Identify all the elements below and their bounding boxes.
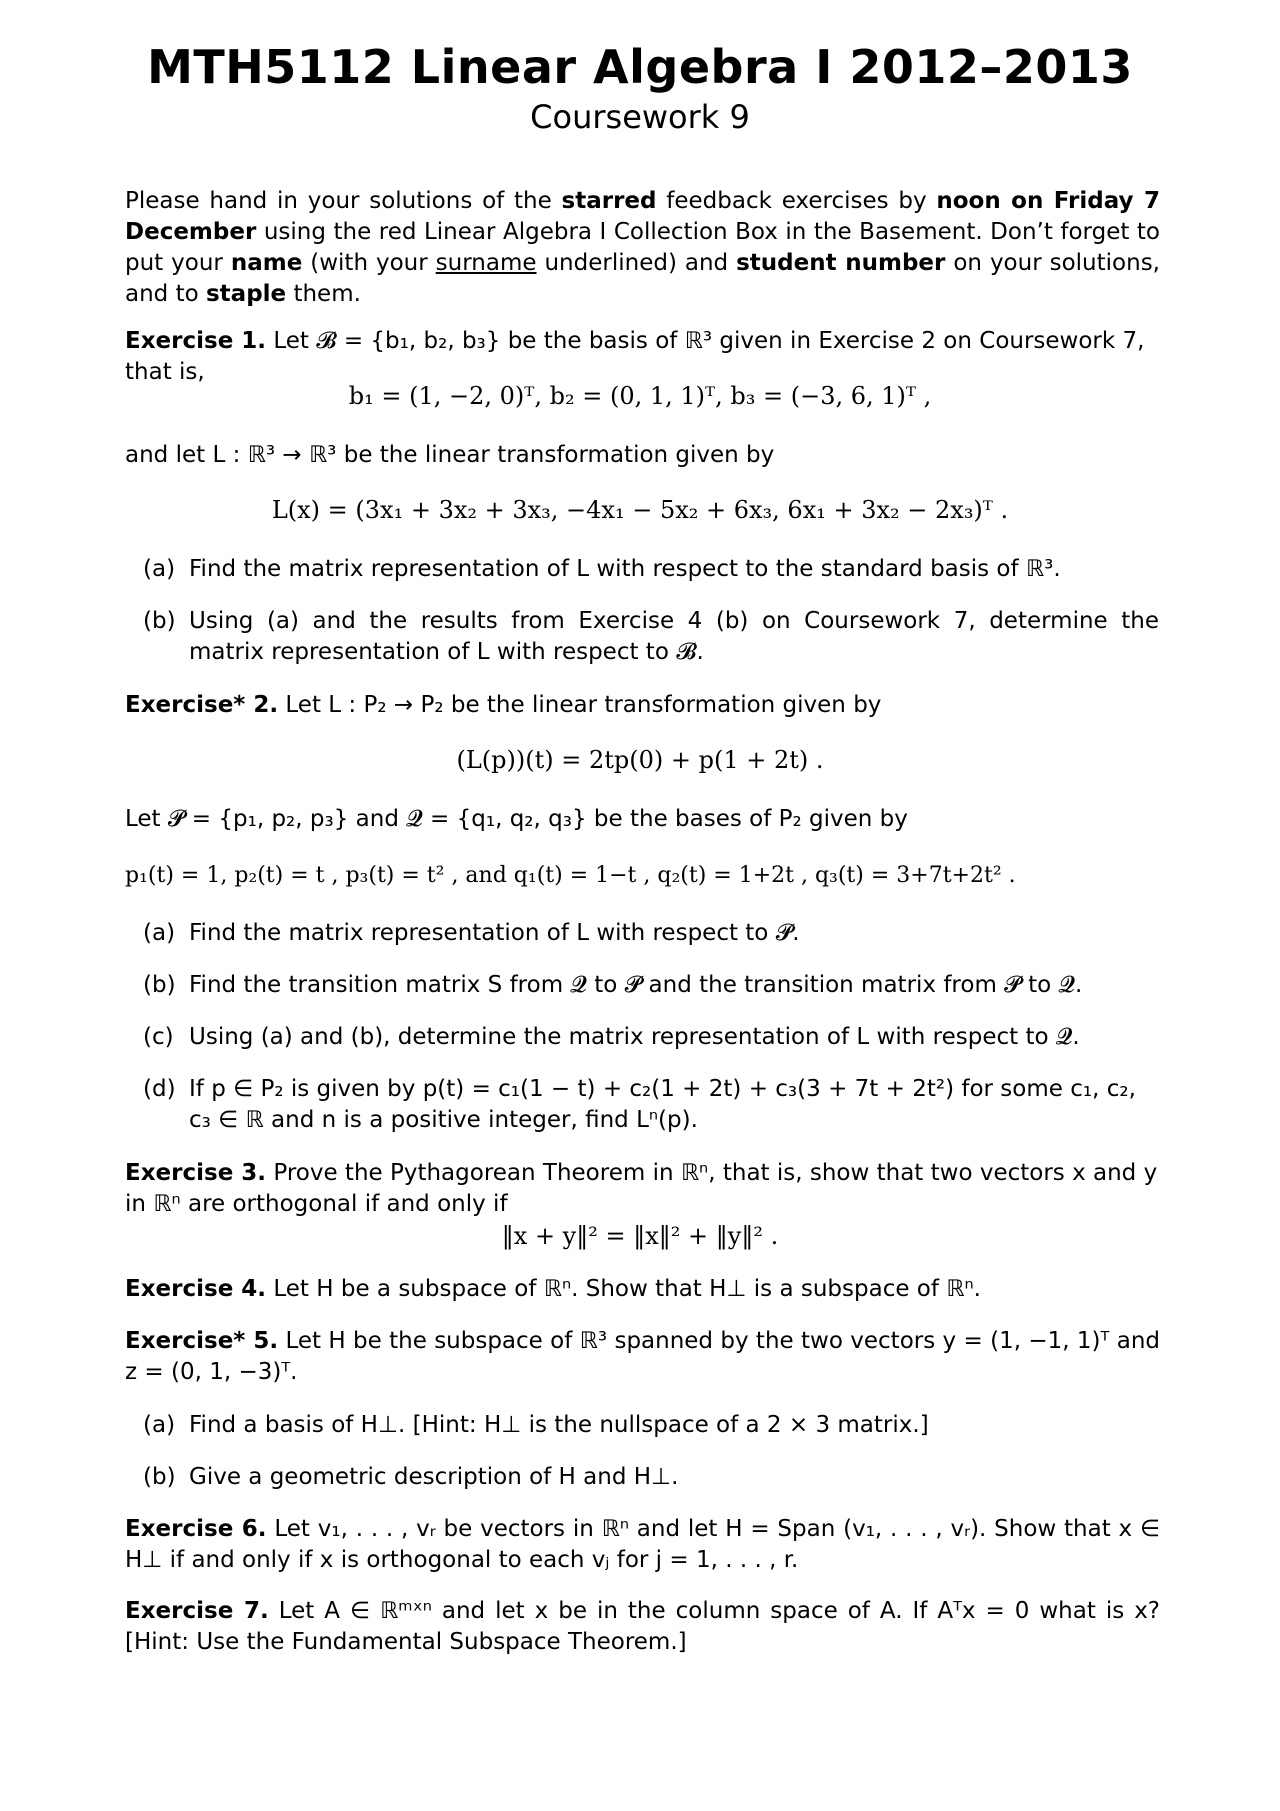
page-subtitle: Coursework 9 [530, 98, 750, 136]
intro-bold-student-number: student number [736, 250, 946, 276]
intro-text-2: feedback exercises by [656, 188, 937, 214]
exercise-4-heading: Exercise 4. [125, 1276, 267, 1302]
exercise-2-text-2: Let 𝓟 = {p₁, p₂, p₃} and 𝓠 = {q₁, q₂, q₃} be the bases of P₂ given by [125, 806, 908, 832]
exercise-4-statement [125, 1274, 1160, 1305]
exercise-1-basis-equation: b₁ = (1, −2, 0)ᵀ, b₂ = (0, 1, 1)ᵀ, b₃ = (−3, 6, 1)ᵀ , [348, 382, 932, 410]
part-label: (a) [143, 556, 176, 582]
intro-text-4: (with your [302, 250, 436, 276]
part-label: (b) [143, 972, 176, 998]
exercise-1-text: Let 𝓑 = {b₁, b₂, b₃} be the basis of ℝ³ given in Exercise 2 on Coursework 7, that is, [125, 328, 1145, 385]
exercise-5-statement [125, 1326, 1160, 1388]
intro-underlined-surname: surname [435, 250, 537, 276]
exercise-7-statement [125, 1596, 1160, 1658]
part-text: Find the matrix representation of L with respect to the standard basis of ℝ³. [189, 556, 1061, 582]
part-text: Find the matrix representation of L with respect to 𝓟. [189, 920, 800, 946]
exercise-5-heading: Exercise* 5. [125, 1328, 279, 1354]
exercise-6-heading: Exercise 6. [125, 1516, 267, 1542]
intro-text-6: on your solutions, and to [125, 250, 1160, 307]
part-label: (a) [143, 920, 176, 946]
exercise-1-text-2: and let L : ℝ³ → ℝ³ be the linear transformation given by [125, 442, 775, 468]
part-text: If p ∈ P₂ is given by p(t) = c₁(1 − t) + c₂(1 + 2t) + c₃(3 + 7t + 2t²) for some c₁, c₂, c₃ ∈ ℝ and n is a positive integer, find Lⁿ(p). [189, 1076, 1136, 1133]
exercise-2-statement [125, 690, 1160, 721]
intro-text-7: them. [286, 281, 361, 307]
exercise-3-pythagoras-equation: ‖x + y‖² = ‖x‖² + ‖y‖² . [501, 1222, 779, 1250]
intro-bold-starred: starred [561, 188, 657, 214]
exercise-6-statement [125, 1514, 1160, 1576]
part-text: Give a geometric description of H and H⊥. [189, 1464, 679, 1490]
exercise-3-text: Prove the Pythagorean Theorem in ℝⁿ, that is, show that two vectors x and y in ℝⁿ are orthogonal if and only if [125, 1160, 1158, 1217]
exercise-1-transform-equation: L(x) = (3x₁ + 3x₂ + 3x₃, −4x₁ − 5x₂ + 6x₃, 6x₁ + 3x₂ − 2x₃)ᵀ . [271, 496, 1009, 524]
intro-text-5: underlined) and [536, 250, 737, 276]
exercise-2-heading: Exercise* 2. [125, 692, 279, 718]
exercise-5-text: Let H be the subspace of ℝ³ spanned by the two vectors y = (1, −1, 1)ᵀ and z = (0, 1, −3)ᵀ. [125, 1328, 1160, 1385]
exercise-3-heading: Exercise 3. [125, 1160, 267, 1186]
part-text: Using (a) and (b), determine the matrix representation of L with respect to 𝓠. [189, 1024, 1080, 1050]
exercise-7-heading: Exercise 7. [125, 1598, 269, 1624]
exercise-6-text: Let v₁, . . . , vᵣ be vectors in ℝⁿ and let H = Span (v₁, . . . , vᵣ). Show that x ∈ H⊥ if and only if x is orthogonal to each vⱼ for j = 1, . . . , r. [125, 1516, 1160, 1573]
part-label: (d) [143, 1076, 176, 1102]
exercise-1-statement [125, 326, 1160, 388]
intro-bold-staple: staple [205, 281, 287, 307]
part-label: (b) [143, 1464, 176, 1490]
exercise-4-text: Let H be a subspace of ℝⁿ. Show that H⊥ is a subspace of ℝⁿ. [273, 1276, 981, 1302]
exercise-1-heading: Exercise 1. [125, 328, 267, 354]
intro-paragraph [125, 186, 1160, 310]
exercise-2-bases-equation: p₁(t) = 1, p₂(t) = t , p₃(t) = t² , and q₁(t) = 1−t , q₂(t) = 1+2t , q₃(t) = 3+7t+2t² . [125, 863, 1016, 888]
intro-text-3: using the red Linear Algebra I Collection Box in the Basement. Don’t forget to put your [125, 219, 1160, 276]
part-text: Find a basis of H⊥. [Hint: H⊥ is the nullspace of a 2 × 3 matrix.] [189, 1412, 929, 1438]
exercise-3-statement [125, 1158, 1160, 1220]
exercise-2-text: Let L : P₂ → P₂ be the linear transformation given by [285, 692, 882, 718]
part-label: (a) [143, 1412, 176, 1438]
part-text: Using (a) and the results from Exercise 4 (b) on Coursework 7, determine the matrix representation of L with respect to 𝓑. [189, 608, 1159, 665]
intro-bold-name: name [230, 250, 303, 276]
part-label: (c) [143, 1024, 174, 1050]
part-text: Find the transition matrix S from 𝓠 to 𝓟 and the transition matrix from 𝓟 to 𝓠. [189, 972, 1083, 998]
exercise-2-transform-equation: (L(p))(t) = 2tp(0) + p(1 + 2t) . [456, 746, 824, 774]
intro-bold-deadline: noon on Friday 7 December [125, 188, 1161, 245]
page-title: MTH5112 Linear Algebra I 2012–2013 [147, 40, 1133, 94]
exercise-7-text: Let A ∈ ℝᵐˣⁿ and let x be in the column space of A. If Aᵀx = 0 what is x? [Hint: Use the Fundamental Subspace Theorem.] [125, 1598, 1161, 1655]
intro-text-1: Please hand in your solutions of the [125, 188, 562, 214]
part-label: (b) [143, 608, 176, 634]
